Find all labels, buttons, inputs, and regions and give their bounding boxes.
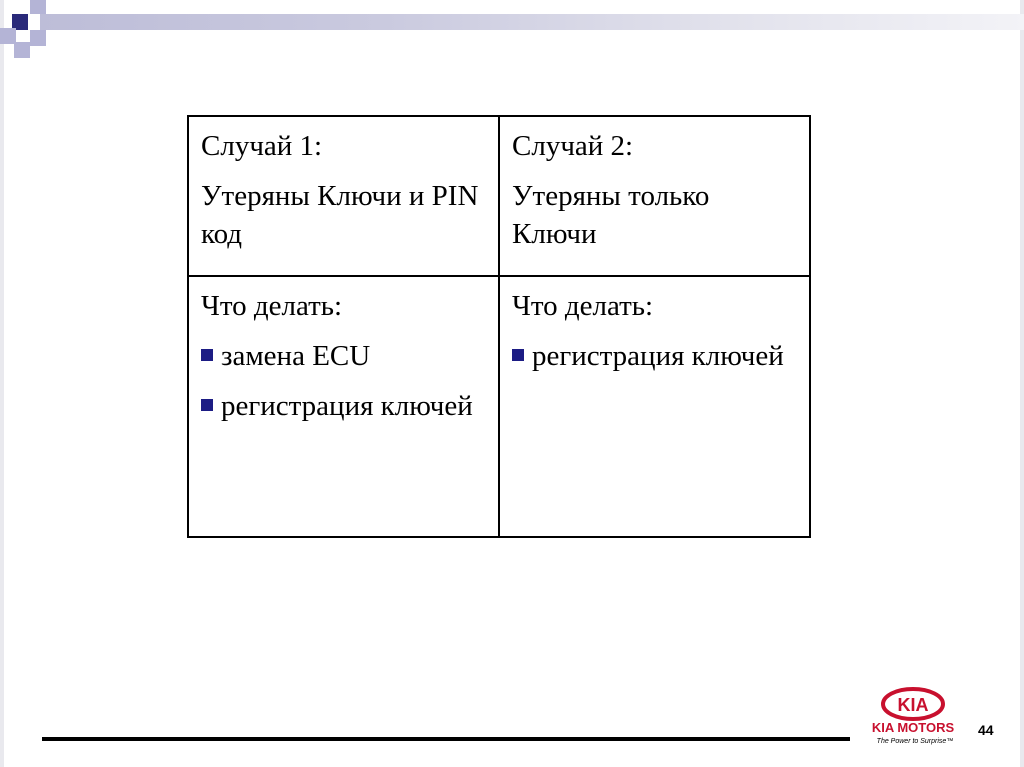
list-item <box>201 387 486 425</box>
banner-gradient-bar <box>40 14 1024 30</box>
footer-rule <box>42 737 850 741</box>
list-item-text: замена ECU <box>221 340 371 372</box>
list-item <box>512 337 797 375</box>
list-item-text: регистрация ключей <box>221 390 473 422</box>
banner-square-light <box>30 30 46 46</box>
cases-table <box>187 115 811 538</box>
square-bullet-icon <box>512 349 524 361</box>
square-bullet-icon <box>201 399 213 411</box>
action2-title: Что делать: <box>512 290 654 322</box>
case2-cell <box>499 116 810 276</box>
banner-square-light <box>14 42 30 58</box>
header-banner <box>0 0 1024 60</box>
case2-title: Случай 2: <box>512 130 634 162</box>
page-number: 44 <box>978 722 994 738</box>
kia-motors-logo <box>858 686 968 756</box>
kia-tagline-text: The Power to Surprise™ <box>876 738 954 745</box>
square-bullet-icon <box>201 349 213 361</box>
slide-left-border <box>0 0 4 767</box>
case1-description: Утеряны Ключи и PIN код <box>201 180 479 250</box>
list-item-text: регистрация ключей <box>532 340 784 372</box>
action1-title: Что делать: <box>201 290 343 322</box>
banner-square-light <box>30 0 46 14</box>
action2-cell <box>499 276 810 537</box>
action1-cell <box>188 276 499 537</box>
slide-right-border <box>1020 0 1024 767</box>
case1-cell <box>188 116 499 276</box>
kia-motors-text: KIA MOTORS <box>871 720 955 735</box>
kia-brand-text: KIA <box>897 695 929 715</box>
case2-description: Утеряны только Ключи <box>512 180 710 250</box>
list-item <box>201 337 486 375</box>
case1-title: Случай 1: <box>201 130 323 162</box>
